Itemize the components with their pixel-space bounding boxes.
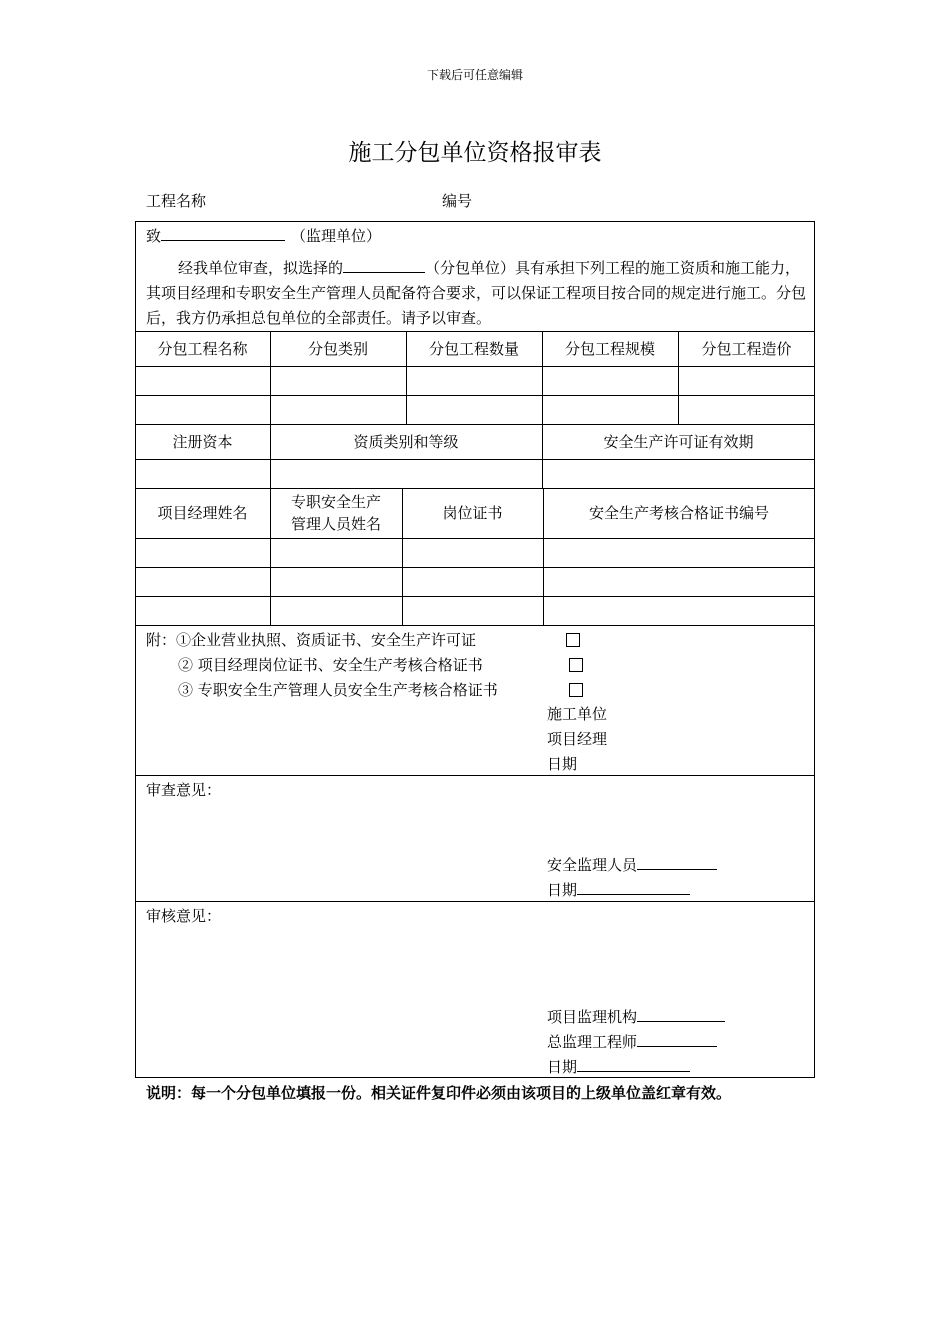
attachment-item-2: ② 项目经理岗位证书、安全生产考核合格证书 — [178, 656, 483, 674]
header-safety-cert-number: 安全生产考核合格证书编号 — [588, 504, 769, 522]
rule — [135, 625, 815, 626]
attachment-checkbox-2[interactable] — [569, 658, 583, 672]
rule — [135, 459, 815, 460]
header-safety-staff-name — [270, 488, 402, 538]
contractor-pm-label: 项目经理 — [547, 730, 608, 748]
header-safety-staff-line2: 管理人员姓名 — [290, 515, 381, 533]
header-note: 下载后可任意编辑 — [426, 68, 523, 82]
statement-part2: （分包单位）具有承担下列工程的施工资质和施工能力，其项目经理和专职安全生产管理人员配备符合要求，可以保证工程项目按合同的规定进行施工。分包后，我方仍承担总包单位的全部责任。请予以审查。 — [146, 259, 807, 327]
safety-inspector-label: 安全监理人员 — [547, 856, 638, 874]
header-qualification-grade: 资质类别和等级 — [353, 432, 459, 451]
header-subcontract-type: 分包类别 — [307, 339, 368, 358]
chief-engineer-line — [547, 1031, 717, 1052]
attachment-item-3: ③ 专职安全生产管理人员安全生产考核合格证书 — [178, 681, 498, 699]
review-date-label: 日期 — [547, 881, 578, 899]
attachment-checkbox-3[interactable] — [569, 683, 583, 697]
supervision-agency-line — [547, 1006, 725, 1027]
rule — [135, 395, 815, 396]
rule — [135, 567, 815, 568]
audit-date-blank[interactable] — [577, 1056, 690, 1072]
header-subcontract-quantity: 分包工程数量 — [428, 339, 519, 358]
chief-engineer-label: 总监理工程师 — [547, 1033, 638, 1051]
rule — [135, 596, 815, 597]
attachment-checkbox-1[interactable] — [566, 633, 580, 647]
chief-engineer-blank[interactable] — [637, 1031, 717, 1047]
supervisor-unit-suffix: （监理单位） — [291, 227, 382, 245]
attachment-label: 附： — [146, 631, 177, 649]
to-label: 致 — [146, 227, 162, 245]
header-subcontract-scale: 分包工程规模 — [564, 339, 655, 358]
header-safety-license-validity: 安全生产许可证有效期 — [603, 432, 754, 451]
rule — [135, 538, 815, 539]
review-date-blank[interactable] — [577, 879, 690, 895]
header-post-certificate: 岗位证书 — [442, 504, 503, 522]
project-name-label: 工程名称 — [146, 192, 207, 210]
project-number-label: 编号 — [442, 192, 473, 210]
attachment-text-1: ①企业营业执照、资质证书、安全生产许可证 — [176, 631, 477, 649]
review-opinion-label: 审查意见： — [146, 781, 222, 799]
statement-part1: 经我单位审查，拟选择的 — [178, 259, 344, 277]
header-safety-staff-line1: 专职安全生产 — [290, 493, 381, 511]
supervisor-unit-blank[interactable] — [161, 225, 285, 241]
footer-note: 说明：每一个分包单位填报一份。相关证件复印件必须由该项目的上级单位盖红章有效。 — [146, 1084, 732, 1102]
attachment-item-1 — [146, 630, 476, 650]
rule — [135, 366, 815, 367]
addressee-line — [146, 225, 381, 246]
supervision-agency-blank[interactable] — [637, 1006, 725, 1022]
supervision-agency-label: 项目监理机构 — [547, 1008, 638, 1026]
page-title: 施工分包单位资格报审表 — [348, 140, 602, 166]
contractor-date-label: 日期 — [547, 755, 578, 773]
header-pm-name: 项目经理姓名 — [157, 504, 248, 522]
audit-date-line — [547, 1056, 690, 1077]
safety-inspector-line — [547, 854, 717, 875]
rule — [135, 901, 815, 902]
header-subcontract-cost: 分包工程造价 — [701, 339, 792, 358]
audit-opinion-label: 审核意见： — [146, 907, 222, 925]
audit-date-label: 日期 — [547, 1058, 578, 1076]
review-date-line — [547, 879, 690, 900]
statement-paragraph — [146, 256, 810, 331]
rule — [135, 775, 815, 776]
subcontractor-blank[interactable] — [343, 257, 425, 273]
header-subcontract-name: 分包工程名称 — [157, 339, 248, 358]
header-registered-capital: 注册资本 — [172, 432, 233, 451]
safety-inspector-blank[interactable] — [637, 854, 717, 870]
contractor-unit-label: 施工单位 — [547, 705, 608, 723]
